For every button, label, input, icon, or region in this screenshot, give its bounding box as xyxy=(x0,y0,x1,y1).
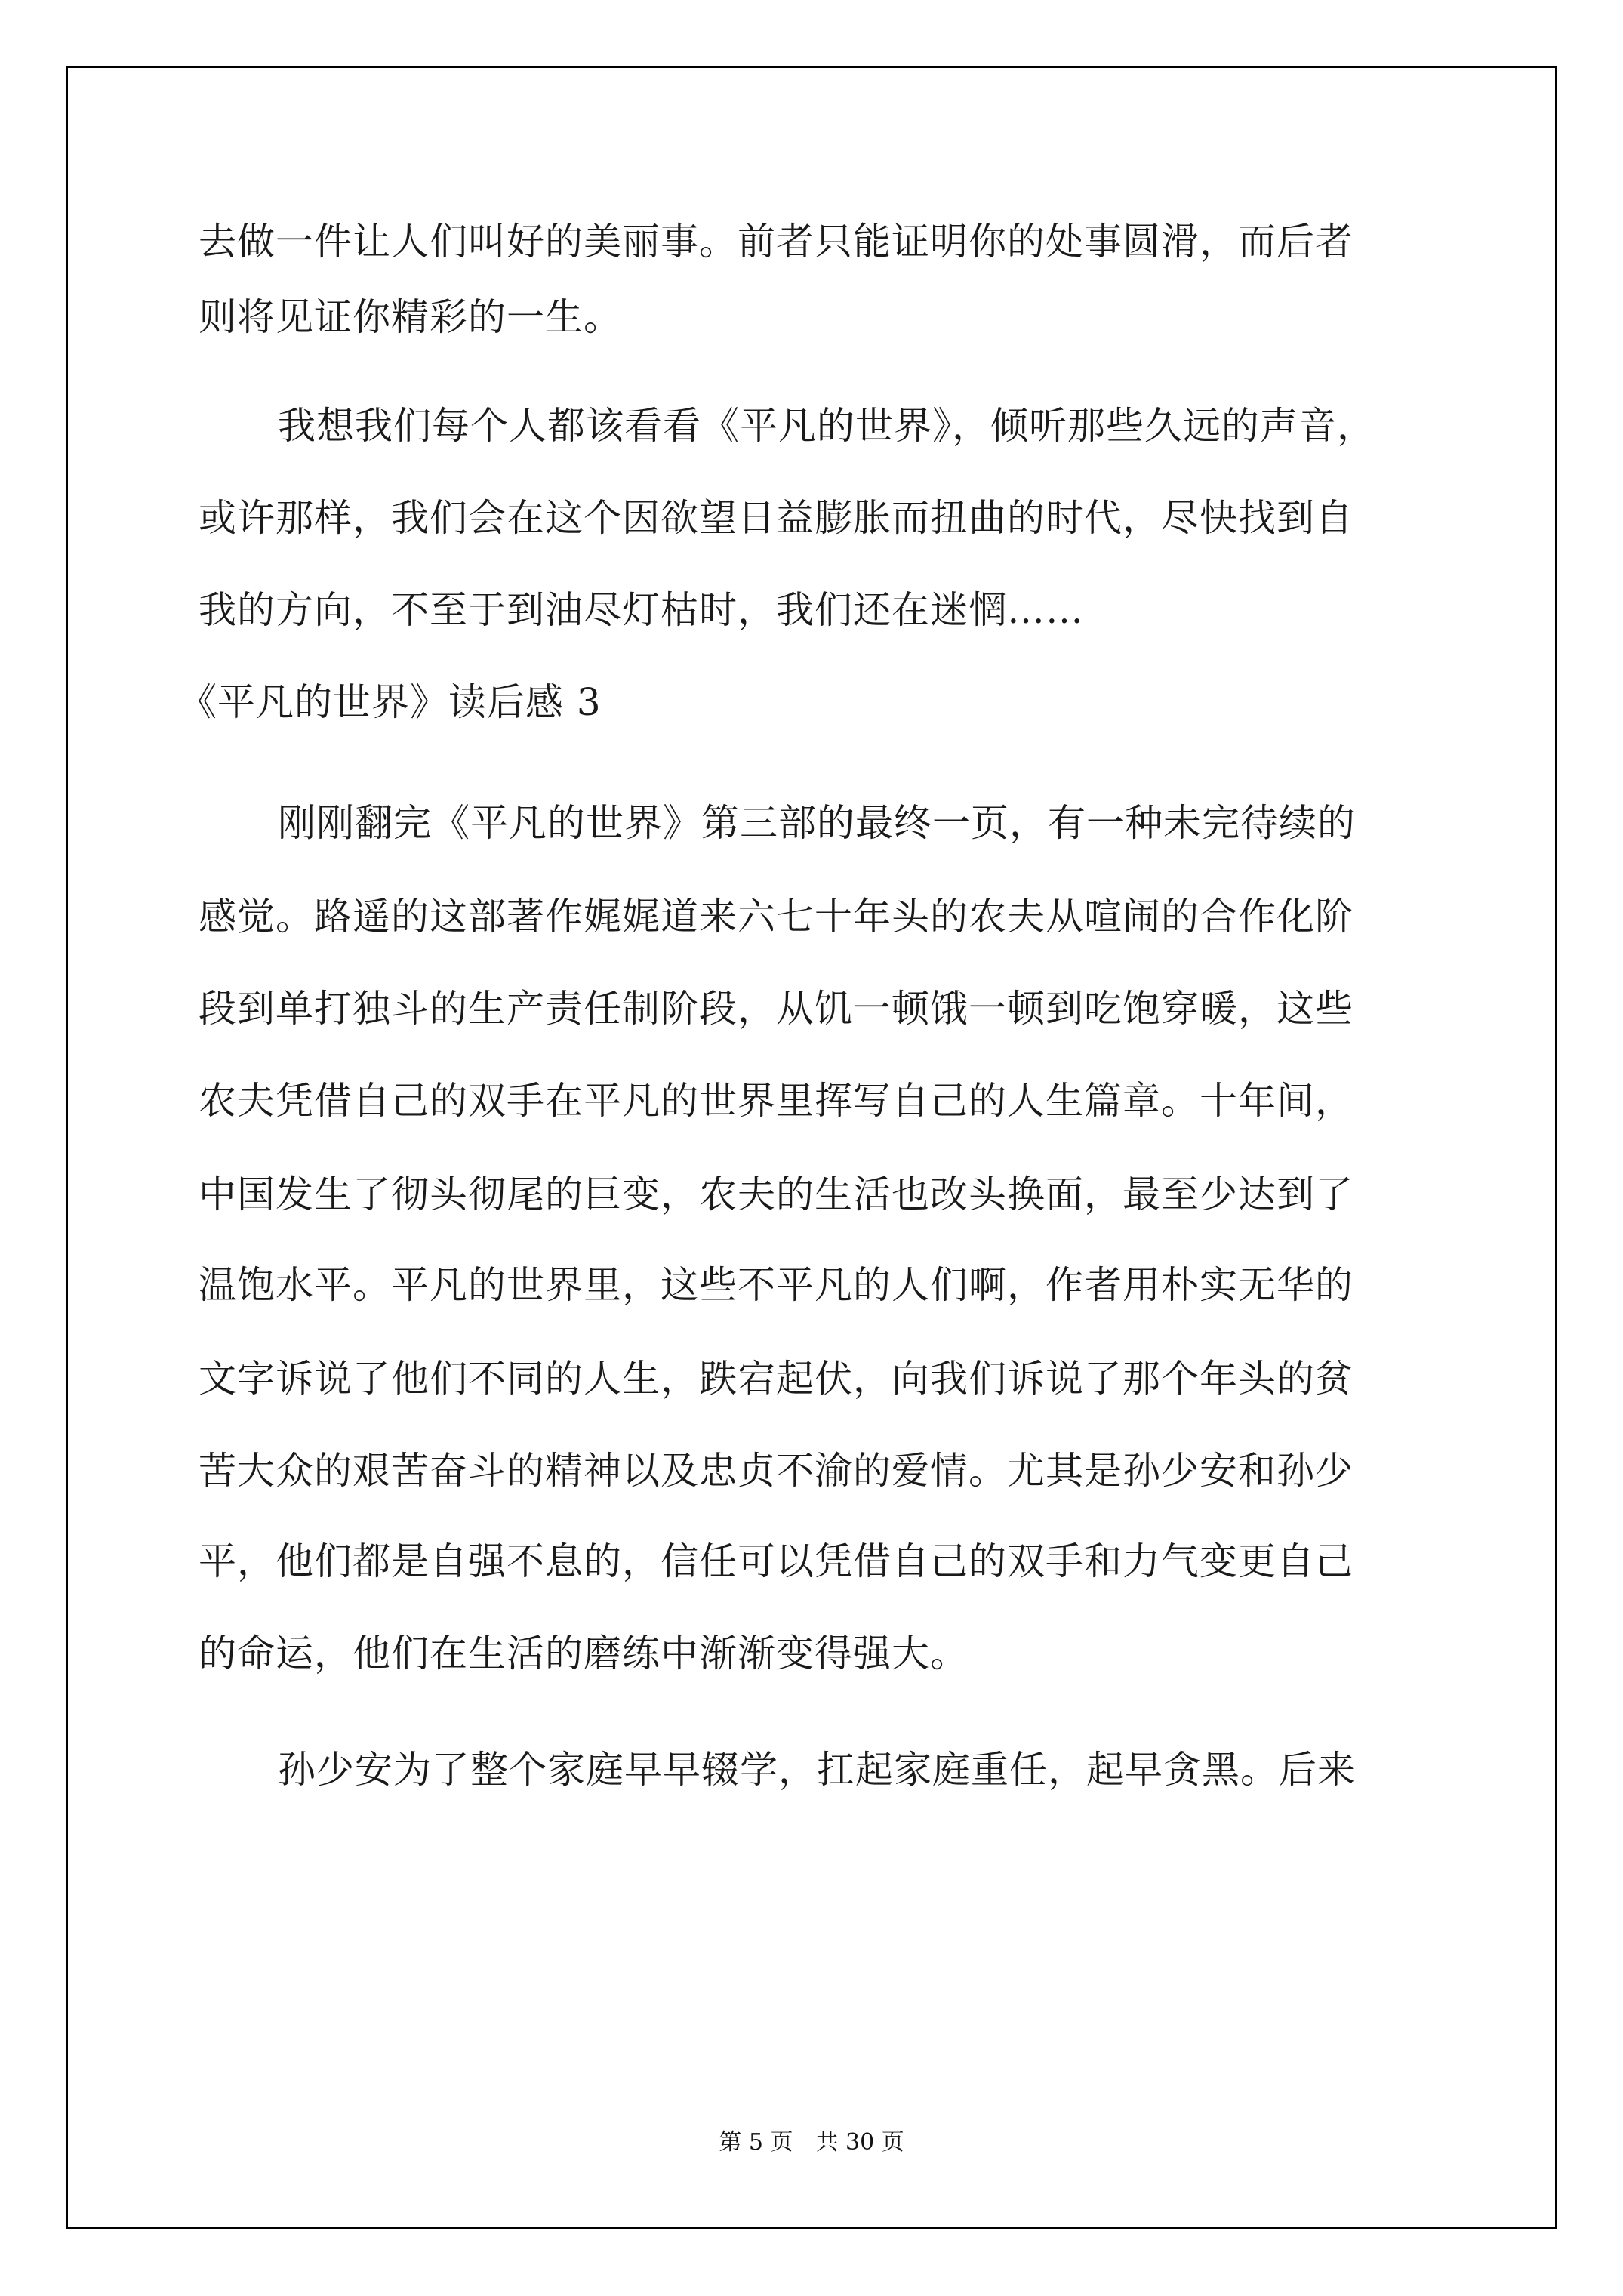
text-line: 去做一件让人们叫好的美丽事。前者只能证明你的处事圆滑，而后者 xyxy=(199,220,1354,264)
text-line: 我的方向，不至于到油尽灯枯时，我们还在迷惘…… xyxy=(199,588,1084,632)
text-line: 则将见证你精彩的一生。 xyxy=(199,295,622,339)
text-line: 感觉。路遥的这部著作娓娓道来六七十年头的农夫从喧闹的合作化阶 xyxy=(199,895,1354,938)
section-heading: 《平凡的世界》读后感 3 xyxy=(179,680,602,724)
text-line: 或许那样，我们会在这个因欲望日益膨胀而扭曲的时代，尽快找到自 xyxy=(199,496,1354,540)
text-line: 孙少安为了整个家庭早早辍学，扛起家庭重任，起早贪黑。后来 xyxy=(278,1748,1356,1792)
text-line: 段到单打独斗的生产责任制阶段，从饥一顿饿一顿到吃饱穿暖，这些 xyxy=(199,987,1354,1031)
text-line: 农夫凭借自己的双手在平凡的世界里挥写自己的人生篇章。十年间， xyxy=(199,1079,1354,1123)
text-line: 的命运，他们在生活的磨练中渐渐变得强大。 xyxy=(199,1632,969,1675)
text-line: 温饱水平。平凡的世界里，这些不平凡的人们啊，作者用朴实无华的 xyxy=(199,1263,1354,1307)
text-line: 我想我们每个人都该看看《平凡的世界》，倾听那些久远的声音， xyxy=(278,404,1375,448)
text-line: 刚刚翻完《平凡的世界》第三部的最终一页，有一种未完待续的 xyxy=(278,801,1356,845)
text-line: 文字诉说了他们不同的人生，跌宕起伏，向我们诉说了那个年头的贫 xyxy=(199,1357,1354,1401)
text-line: 平，他们都是自强不息的，信任可以凭借自己的双手和力气变更自己 xyxy=(199,1539,1354,1583)
page-border xyxy=(66,66,1557,2229)
text-line: 中国发生了彻头彻尾的巨变，农夫的生活也改头换面，最至少达到了 xyxy=(199,1173,1354,1216)
page-footer: 第 5 页 共 30 页 xyxy=(719,2129,904,2156)
text-line: 苦大众的艰苦奋斗的精神以及忠贞不渝的爱情。尤其是孙少安和孙少 xyxy=(199,1449,1354,1493)
